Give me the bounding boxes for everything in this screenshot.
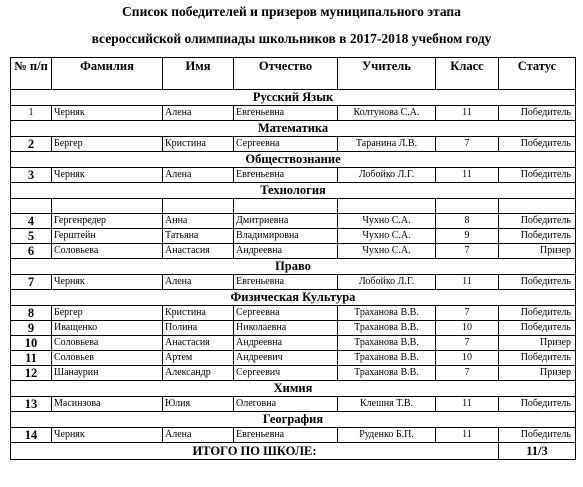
grade-cell: 7 (436, 244, 499, 259)
subject-heading: Обществознание (11, 152, 576, 168)
first-name-cell: Артем (163, 351, 234, 366)
row-number: 3 (11, 168, 52, 183)
row-number: 9 (11, 321, 52, 336)
last-name-cell: Соловьев (52, 351, 163, 366)
last-name-cell: Черняк (52, 428, 163, 443)
first-name-cell: Анастасия (163, 244, 234, 259)
status-cell: Победитель (499, 321, 576, 336)
column-header-last-name: Фамилия (52, 58, 163, 90)
last-name-cell: Бергер (52, 306, 163, 321)
first-name-cell: Алена (163, 168, 234, 183)
teacher-cell: Чухно С.А. (338, 229, 436, 244)
column-header-teacher: Учитель (338, 58, 436, 90)
teacher-cell: Траханова В.В. (338, 351, 436, 366)
patronymic-cell: Владимировна (234, 229, 338, 244)
grade-cell: 9 (436, 229, 499, 244)
total-value: 11/3 (499, 443, 576, 460)
status-cell: Победитель (499, 229, 576, 244)
teacher-cell: Чухно С.А. (338, 244, 436, 259)
last-name-cell: Соловьева (52, 336, 163, 351)
row-number: 11 (11, 351, 52, 366)
table-row (11, 214, 576, 229)
grade-cell: 8 (436, 214, 499, 229)
column-header-status: Статус (499, 58, 576, 90)
grade-cell: 11 (436, 168, 499, 183)
last-name-cell: Черняк (52, 275, 163, 290)
grade-cell: 7 (436, 366, 499, 381)
row-number: 8 (11, 306, 52, 321)
grade-cell: 11 (436, 397, 499, 412)
status-cell: Победитель (499, 168, 576, 183)
first-name-cell: Александр (163, 366, 234, 381)
document-title-line-2: всероссийской олимпиады школьников в 2017-2018 учебном году (91, 31, 492, 46)
blank-cell (338, 199, 436, 214)
first-name-cell: Алена (163, 275, 234, 290)
table-row (11, 275, 576, 290)
first-name-cell: Алена (163, 428, 234, 443)
status-cell: Победитель (499, 106, 576, 121)
table-row (11, 321, 576, 336)
subject-heading: Математика (11, 121, 576, 137)
row-number: 7 (11, 275, 52, 290)
grade-cell: 7 (436, 137, 499, 152)
status-cell: Победитель (499, 397, 576, 412)
first-name-cell: Алена (163, 106, 234, 121)
status-cell: Победитель (499, 428, 576, 443)
table-row (11, 428, 576, 443)
patronymic-cell: Сергеевна (234, 137, 338, 152)
row-number: 14 (11, 428, 52, 443)
first-name-cell: Анастасия (163, 336, 234, 351)
grade-cell: 7 (436, 306, 499, 321)
last-name-cell: Черняк (52, 168, 163, 183)
table-row (11, 229, 576, 244)
grade-cell: 10 (436, 351, 499, 366)
teacher-cell: Таранина Л.В. (338, 137, 436, 152)
subject-section-row (11, 121, 576, 137)
subject-heading: Химия (11, 381, 576, 397)
patronymic-cell: Николаевна (234, 321, 338, 336)
subject-section-row (11, 152, 576, 168)
subject-section-row (11, 90, 576, 106)
patronymic-cell: Сергеевич (234, 366, 338, 381)
status-cell: Призер (499, 336, 576, 351)
patronymic-cell: Олеговна (234, 397, 338, 412)
status-cell: Победитель (499, 275, 576, 290)
subject-heading: Физическая Культура (11, 290, 576, 306)
column-header-grade: Класс (436, 58, 499, 90)
status-cell: Победитель (499, 351, 576, 366)
document-title-line-1: Список победителей и призеров муниципального этапа (122, 4, 461, 19)
column-header-first-name: Имя (163, 58, 234, 90)
grade-cell: 11 (436, 275, 499, 290)
row-number: 12 (11, 366, 52, 381)
patronymic-cell: Евгеньевна (234, 428, 338, 443)
last-name-cell: Герштейн (52, 229, 163, 244)
last-name-cell: Гергенредер (52, 214, 163, 229)
last-name-cell: Иващенко (52, 321, 163, 336)
subject-heading: География (11, 412, 576, 428)
row-number: 13 (11, 397, 52, 412)
blank-row (11, 199, 576, 214)
status-cell: Призер (499, 244, 576, 259)
total-row (11, 443, 576, 460)
subject-heading: Технология (11, 183, 576, 199)
blank-cell (234, 199, 338, 214)
table-row (11, 397, 576, 412)
first-name-cell: Кристина (163, 306, 234, 321)
teacher-cell: Траханова В.В. (338, 366, 436, 381)
blank-cell (499, 199, 576, 214)
teacher-cell: Руденко Б.П. (338, 428, 436, 443)
first-name-cell: Татьяна (163, 229, 234, 244)
grade-cell: 11 (436, 106, 499, 121)
table-row (11, 244, 576, 259)
table-header-row (11, 58, 576, 90)
first-name-cell: Юлия (163, 397, 234, 412)
patronymic-cell: Андреевна (234, 244, 338, 259)
patronymic-cell: Дмитриевна (234, 214, 338, 229)
blank-cell (11, 199, 52, 214)
subject-heading: Право (11, 259, 576, 275)
first-name-cell: Анна (163, 214, 234, 229)
subject-heading: Русский Язык (11, 90, 576, 106)
teacher-cell: Колтунова С.А. (338, 106, 436, 121)
column-header-patronymic: Отчество (234, 58, 338, 90)
subject-section-row (11, 290, 576, 306)
total-label: ИТОГО ПО ШКОЛЕ: (11, 443, 499, 460)
patronymic-cell: Евгеньевна (234, 106, 338, 121)
subject-section-row (11, 259, 576, 275)
row-number: 4 (11, 214, 52, 229)
winners-table (10, 57, 576, 460)
blank-cell (52, 199, 163, 214)
status-cell: Призер (499, 366, 576, 381)
patronymic-cell: Евгеньевна (234, 275, 338, 290)
column-header-number: № п/п (11, 58, 52, 90)
table-row (11, 168, 576, 183)
teacher-cell: Чухно С.А. (338, 214, 436, 229)
patronymic-cell: Евгеньевна (234, 168, 338, 183)
first-name-cell: Полина (163, 321, 234, 336)
status-cell: Победитель (499, 214, 576, 229)
table-row (11, 306, 576, 321)
table-row (11, 106, 576, 121)
teacher-cell: Лобойко Л.Г. (338, 168, 436, 183)
row-number: 6 (11, 244, 52, 259)
row-number: 10 (11, 336, 52, 351)
row-number: 2 (11, 137, 52, 152)
teacher-cell: Траханова В.В. (338, 306, 436, 321)
grade-cell: 7 (436, 336, 499, 351)
row-number: 1 (11, 106, 52, 121)
subject-section-row (11, 183, 576, 199)
teacher-cell: Лобойко Л.Г. (338, 275, 436, 290)
patronymic-cell: Сергеевна (234, 306, 338, 321)
table-row (11, 137, 576, 152)
blank-cell (436, 199, 499, 214)
patronymic-cell: Андреевна (234, 336, 338, 351)
last-name-cell: Шанаурин (52, 366, 163, 381)
table-row (11, 366, 576, 381)
last-name-cell: Бергер (52, 137, 163, 152)
subject-section-row (11, 381, 576, 397)
subject-section-row (11, 412, 576, 428)
grade-cell: 10 (436, 321, 499, 336)
status-cell: Победитель (499, 137, 576, 152)
last-name-cell: Черняк (52, 106, 163, 121)
teacher-cell: Траханова В.В. (338, 336, 436, 351)
last-name-cell: Соловьева (52, 244, 163, 259)
row-number: 5 (11, 229, 52, 244)
teacher-cell: Траханова В.В. (338, 321, 436, 336)
table-row (11, 336, 576, 351)
teacher-cell: Клешня Т.В. (338, 397, 436, 412)
status-cell: Победитель (499, 306, 576, 321)
grade-cell: 11 (436, 428, 499, 443)
blank-cell (163, 199, 234, 214)
table-row (11, 351, 576, 366)
patronymic-cell: Андреевич (234, 351, 338, 366)
last-name-cell: Масинзова (52, 397, 163, 412)
first-name-cell: Кристина (163, 137, 234, 152)
